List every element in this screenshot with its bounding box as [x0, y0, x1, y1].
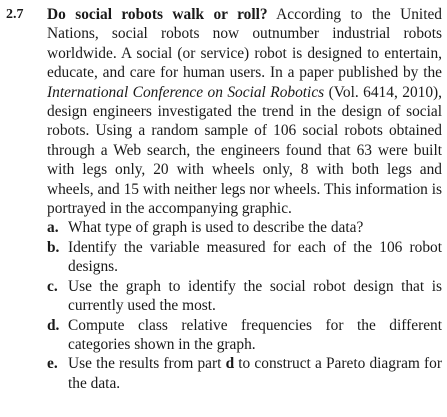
journal-name: International Conference on Social Robotics: [47, 83, 325, 101]
part-b-letter: b.: [47, 238, 60, 256]
part-c: [47, 277, 442, 316]
part-b: [47, 238, 442, 277]
part-d-letter: d.: [47, 316, 60, 334]
part-d: [47, 316, 442, 355]
part-a: [47, 218, 442, 237]
part-b-text: Identify the variable measured for each of the 106 robot designs.: [68, 238, 442, 276]
part-c-text: Use the graph to identify the social robot design that is currently used the most.: [68, 277, 442, 315]
part-c-letter: c.: [47, 277, 58, 295]
exercise-number: 2.7: [6, 7, 24, 22]
exercise-body: [47, 5, 442, 218]
part-e: [47, 354, 442, 393]
exercise-text-intro: According to the United Nations, social robots now outnumber industrial robots worldwide. A social (or service) robot is designed to entertain, educate, and care for human users. In a paper published by the: [47, 6, 442, 82]
exercise-parts-list: [47, 218, 442, 393]
exercise-text-main: (Vol. 6414, 2010), design engineers investigated the trend in the design of social robots. Using a random sample of 106 social robots obtained through a Web search, the engineers found that 63 were built with legs only, 20 with wheels only, 8 with both legs and wheels, and 15 with neither legs nor wheels. This information is portrayed in the accompanying graphic.: [47, 83, 443, 218]
part-e-letter: e.: [47, 355, 58, 373]
exercise-title: Do social robots walk or roll?: [47, 6, 268, 23]
part-a-letter: a.: [47, 219, 59, 237]
exercise-2-7: [6, 5, 442, 409]
part-e-ref: d: [225, 355, 235, 373]
part-e-text-before: Use the results from part: [68, 355, 226, 373]
part-d-text: Compute class relative frequencies for the different categories shown in the graph.: [68, 316, 442, 353]
part-e-text-after: to construct a Pareto diagram for the data.: [68, 355, 442, 392]
part-a-text: What type of graph is used to describe the data?: [68, 219, 364, 237]
